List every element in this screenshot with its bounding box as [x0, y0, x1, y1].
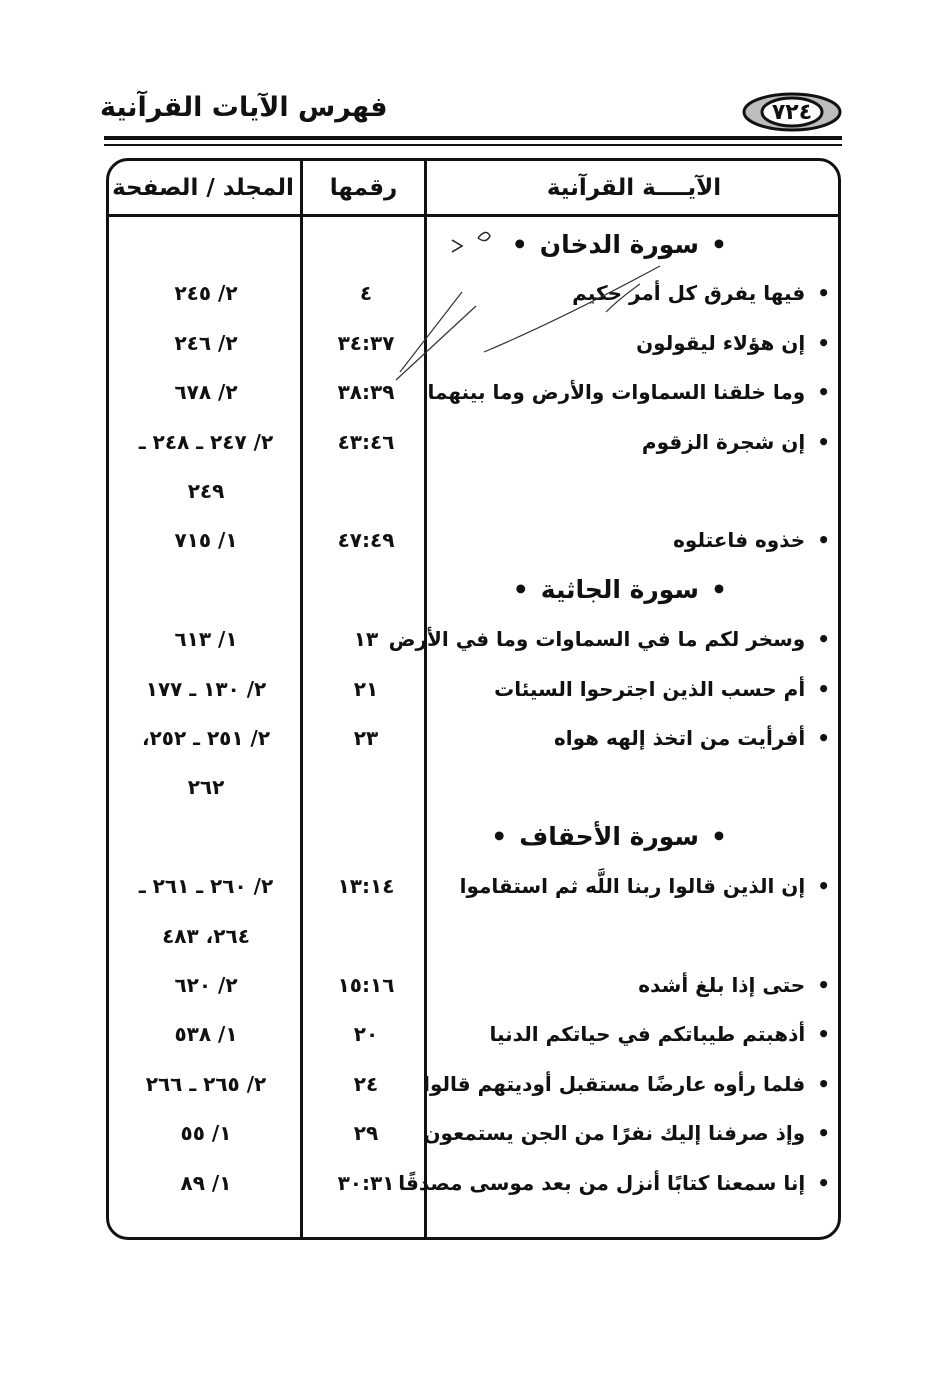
running-title: فهرس الآيات القرآنية: [100, 92, 388, 123]
volume-page-ref: ٢/ ٢٤٧ ـ ٢٤٨ ـ: [138, 429, 274, 454]
verse-text: وسخر لكم ما في السماوات وما في الأرض: [388, 627, 806, 652]
verse-number: ٢١: [353, 676, 379, 701]
volume-page-ref: ١/ ٨٩: [180, 1170, 232, 1195]
page-number: ٧٢٤: [771, 99, 813, 125]
surah-title: سورة الدخان: [539, 229, 700, 259]
verse-number: ٣٨:٣٩: [337, 380, 395, 405]
verse-text: إن هؤلاء ليقولون: [636, 330, 806, 355]
verse-text: فلما رأوه عارضًا مستقبل أوديتهم قالوا: [423, 1071, 806, 1096]
surah-title: سورة الجاثية: [540, 575, 700, 605]
bullet-icon: •: [817, 429, 830, 454]
bullet-icon: •: [817, 281, 830, 306]
verse-number: ٤: [359, 281, 373, 306]
verse-text: إن شجرة الزقوم: [641, 429, 806, 454]
verse-number: ١٣: [353, 627, 379, 652]
verse-number: ٤٣:٤٦: [337, 429, 395, 454]
bullet-icon: •: [817, 726, 830, 750]
volume-page-ref: ١/ ٧١٥: [174, 528, 238, 553]
volume-page-ref: ٢٤٩: [187, 479, 225, 503]
verse-text: خذوه فاعتلوه: [673, 528, 806, 553]
volume-page-ref: ٢/ ٢٤٦: [174, 330, 238, 355]
pen-angle-mark: [452, 240, 462, 252]
bullet-icon: •: [817, 676, 830, 701]
verse-text: وإذ صرفنا إليك نفرًا من الجن يستمعون: [423, 1121, 806, 1146]
bullet-icon: •: [817, 380, 830, 405]
verse-text: إنا سمعنا كتابًا أنزل من بعد موسى مصدقًا: [398, 1170, 806, 1195]
volume-page-ref: ٢/ ٢٤٥: [174, 281, 238, 306]
bullet-icon: •: [817, 1022, 830, 1047]
volume-page-ref: ٢/ ١٣٠ ـ ١٧٧: [145, 676, 267, 701]
column-header-volume-page: المجلد / الصفحة: [112, 175, 294, 201]
column-header-number: رقمها: [329, 175, 398, 201]
volume-page-ref: ٢/ ٦٢٠: [174, 973, 238, 997]
pen-stroke-short: [606, 284, 640, 312]
verse-number: ٢٤: [353, 1071, 379, 1096]
pen-stroke-diagonal-2: [400, 292, 462, 372]
bullet-icon: •: [817, 1071, 830, 1096]
pen-circle-mark: [478, 232, 490, 240]
bullet-icon: •: [711, 822, 727, 852]
verse-number: ١٥:١٦: [337, 973, 395, 997]
bullet-icon: •: [711, 229, 727, 259]
surah-title: سورة الأحقاف: [519, 822, 700, 852]
volume-page-ref: ٢/ ٦٧٨: [174, 380, 238, 405]
verse-text: حتى إذا بلغ أشده: [638, 973, 806, 997]
bullet-icon: •: [817, 1121, 830, 1146]
verse-number: ٢٠: [353, 1022, 379, 1047]
bullet-icon: •: [491, 822, 508, 852]
verse-number: ٣٤:٣٧: [337, 330, 395, 355]
volume-page-ref: ٢/ ٢٥١ ـ ٢٥٢،: [141, 726, 271, 750]
volume-page-ref: ٢/ ٢٦٥ ـ ٢٦٦: [145, 1071, 267, 1096]
pen-stroke-diagonal-1: [396, 306, 476, 380]
verse-text: إن الذين قالوا ربنا اللَّه ثم استقاموا: [459, 874, 806, 899]
verse-text: وما خلقنا السماوات والأرض وما بينهما: [427, 380, 806, 405]
volume-page-ref: ١/ ٥٥: [180, 1121, 232, 1146]
bullet-icon: •: [711, 575, 727, 605]
volume-page-ref: ١/ ٦١٣: [174, 627, 238, 652]
bullet-icon: •: [817, 874, 830, 899]
pen-stroke-long: [484, 266, 660, 352]
volume-page-ref: ٢٦٤، ٤٨٣: [162, 923, 250, 948]
volume-page-ref: ٢٦٢: [187, 775, 225, 800]
verse-number: ٣٠:٣١: [337, 1170, 395, 1195]
verse-text: أم حسب الذين اجترحوا السيئات: [494, 676, 806, 701]
verse-text: فيها يفرق كل أمر حكيم: [572, 281, 806, 306]
bullet-icon: •: [817, 1170, 830, 1195]
bullet-icon: •: [817, 528, 830, 553]
verse-number: ٤٧:٤٩: [337, 528, 395, 553]
volume-page-ref: ٢/ ٢٦٠ ـ ٢٦١ ـ: [138, 874, 274, 899]
bullet-icon: •: [817, 627, 830, 652]
bullet-icon: •: [817, 330, 830, 355]
volume-page-ref: ١/ ٥٣٨: [174, 1022, 238, 1047]
verse-number: ٢٩: [353, 1121, 379, 1146]
verse-number: ١٣:١٤: [337, 874, 395, 899]
bullet-icon: •: [817, 973, 830, 997]
bullet-icon: •: [512, 575, 529, 605]
verse-text: أفرأيت من اتخذ إلهه هواه: [553, 726, 806, 750]
verse-text: أذهبتم طيباتكم في حياتكم الدنيا: [489, 1022, 806, 1047]
column-header-verse: الآيــــة القرآنية: [546, 175, 722, 201]
bullet-icon: •: [511, 229, 528, 259]
verse-number: ٢٣: [353, 726, 379, 750]
